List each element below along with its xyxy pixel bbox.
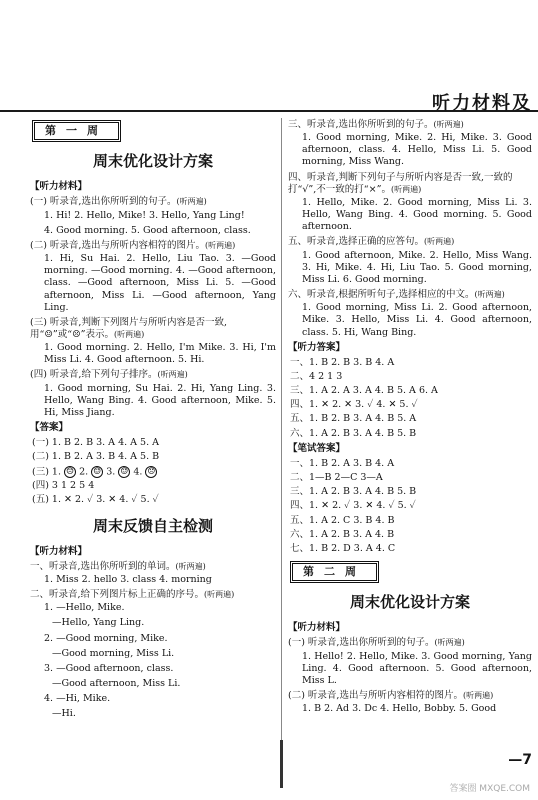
answer-heading: 【笔试答案】 bbox=[288, 442, 346, 454]
dialog-line: —Good morning, Miss Li. bbox=[52, 647, 175, 659]
answer-line: (五) 1. ✕ 2. ✓ 3. ✕ 4. ✓ 5. ✓ bbox=[32, 494, 159, 506]
answer-line: 一、1. B 2. A 3. B 4. A bbox=[290, 457, 395, 469]
sub-heading: 【听力材料】 bbox=[30, 181, 88, 193]
answer-line: (二) 1. B 2. A 3. B 4. A 5. B bbox=[32, 451, 160, 463]
question: (四) 听录音,给下列句子排序。(听两遍) bbox=[30, 369, 188, 381]
answer-line: 二、4 2 1 3 bbox=[290, 370, 343, 382]
listening-line: 1. Good morning. 2. Hello, I'm Mike. 3. Hi, I'm Miss Li. 4. Good afternoon. 5. Hi. bbox=[44, 342, 276, 366]
page-number: —7 bbox=[508, 752, 532, 769]
question: 一、听录音,选出你所听到的单词。(听两遍) bbox=[30, 560, 206, 572]
listening-line: 1. B 2. Ad 3. Dc 4. Hello, Bobby. 5. Good bbox=[302, 703, 497, 715]
sad-face-icon: ☹ bbox=[65, 466, 75, 477]
week-label: 第二周 bbox=[292, 563, 377, 581]
right-column bbox=[288, 118, 532, 718]
sub-heading: 【听力材料】 bbox=[288, 622, 346, 634]
question: (二) 听录音,选出与所听内容相符的图片。(听两遍) bbox=[30, 239, 236, 251]
question: 六、听录音,根据所听句子,选择相应的中文。(听两遍) bbox=[288, 289, 505, 301]
answer-heading: 【听力答案】 bbox=[288, 341, 346, 353]
answer-line: 三、1. A 2. A 3. A 4. B 5. A 6. A bbox=[290, 385, 438, 397]
listening-line: 4. Good morning. 5. Good afternoon, class. bbox=[44, 224, 251, 236]
answer-line-faces: (三) 1. ☹ 2. ☺ 3. ☺ 4. ☹ bbox=[32, 466, 156, 478]
answer-line: 四、1. ✕ 2. ✕ 3. ✓ 4. ✕ 5. ✓ bbox=[290, 399, 418, 411]
column-divider bbox=[281, 118, 282, 778]
sub-heading: 【听力材料】 bbox=[30, 545, 88, 557]
answer-line: 三、1. A 2. B 3. A 4. B 5. B bbox=[290, 486, 417, 498]
listening-line: 1. Hi! 2. Hello, Mike! 3. Hello, Yang Ling! bbox=[44, 209, 245, 221]
dialog-line: —Good afternoon, Miss Li. bbox=[52, 678, 181, 690]
listening-line: 1. Hello, Mike. 2. Good morning, Miss Li. 3. Hello, Wang Bing. 4. Good morning. 5. Good afternoon. bbox=[302, 196, 532, 233]
dialog-line: —Hello, Yang Ling. bbox=[52, 617, 145, 629]
answer-line: 五、1. A 2. C 3. B 4. B bbox=[290, 514, 395, 526]
question: (一) 听录音,选出你所听到的句子。(听两遍) bbox=[30, 196, 207, 208]
section-title: 周末优化设计方案 bbox=[92, 152, 213, 171]
dialog-line: 2. —Good morning, Mike. bbox=[44, 632, 168, 644]
smile-face-icon: ☺ bbox=[120, 466, 129, 477]
answer-heading: 【答案】 bbox=[30, 422, 69, 434]
left-column bbox=[30, 118, 276, 724]
answer-line: 六、1. A 2. B 3. A 4. B bbox=[290, 528, 395, 540]
listening-line: 1. Good morning, Su Hai. 2. Hi, Yang Ling. 3. Hello, Wang Bing. 4. Good afternoon, Mike. 5. Hi, Miss Jiang. bbox=[44, 382, 276, 418]
scan-mark bbox=[280, 740, 283, 788]
dialog-line: 4. —Hi, Mike. bbox=[44, 693, 111, 705]
question: (三) 听录音,判断下列图片与所听内容是否一致,用“☺”或“☹”表示。(听两遍) bbox=[30, 316, 227, 340]
week-label: 第一周 bbox=[34, 122, 119, 140]
sad-face-icon: ☹ bbox=[147, 466, 156, 477]
question: (一) 听录音,选出你所听到的句子。(听两遍) bbox=[288, 637, 465, 649]
week-label-box bbox=[32, 120, 121, 142]
answer-line: (四) 3 1 2 5 4 bbox=[32, 480, 95, 492]
answer-line: 六、1. A 2. B 3. A 4. B 5. B bbox=[290, 427, 417, 439]
watermark: 答案圈 MXQE.COM bbox=[449, 784, 530, 795]
section-title: 周末反馈自主检测 bbox=[92, 516, 213, 535]
question: 四、听录音,判断下列句子与所听内容是否一致,一致的打“√”,不一致的打“×”。(听两遍) bbox=[288, 171, 513, 195]
listening-line: 1. Good morning, Mike. 2. Hi, Mike. 3. Good afternoon, class. 4. Hello, Miss Li. 5. Good morning, Miss Wang. bbox=[302, 132, 532, 168]
answer-line: 一、1. B 2. B 3. B 4. A bbox=[290, 356, 395, 368]
dialog-line: 1. —Hello, Mike. bbox=[44, 602, 125, 614]
listening-line: 1. Miss 2. hello 3. class 4. morning bbox=[44, 574, 212, 586]
listening-line: 1. Good morning, Miss Li. 2. Good afternoon, Mike. 3. Hello, Miss Li. 4. Good afternoon, class. 5. Hi, Wang Bing. bbox=[302, 302, 532, 338]
answer-line: (一) 1. B 2. B 3. A 4. A 5. A bbox=[32, 437, 159, 449]
answer-line: 五、1. B 2. B 3. A 4. B 5. A bbox=[290, 413, 417, 425]
question: (二) 听录音,选出与所听内容相符的图片。(听两遍) bbox=[288, 690, 494, 702]
section-title: 周末优化设计方案 bbox=[349, 593, 470, 612]
listening-line: 1. Hello! 2. Hello, Mike. 3. Good morning, Yang Ling. 4. Good afternoon. 5. Good afternoon, Miss L. bbox=[302, 650, 532, 686]
page-header bbox=[0, 0, 538, 112]
answer-line: 二、1—B 2—C 3—A bbox=[290, 472, 383, 484]
question: 五、听录音,选择正确的应答句。(听两遍) bbox=[288, 236, 455, 248]
smile-face-icon: ☺ bbox=[93, 466, 102, 477]
question: 三、听录音,选出你所听到的句子。(听两遍) bbox=[288, 119, 464, 130]
answer-line: 七、1. B 2. D 3. A 4. C bbox=[290, 542, 396, 554]
question: 二、听录音,给下列图片标上正确的序号。(听两遍) bbox=[30, 589, 235, 601]
header-title: 听力材料及 bbox=[432, 93, 532, 114]
answer-line: 四、1. ✕ 2. ✓ 3. ✕ 4. ✓ 5. ✓ bbox=[290, 500, 416, 512]
listening-line: 1. Hi, Su Hai. 2. Hello, Liu Tao. 3. —Good morning. —Good morning. 4. —Good afternoon, class. —Good afternoon, Miss Li. 5. —Good afternoon, Miss Li. —Good afternoon, Yang Ling. bbox=[44, 253, 276, 313]
listening-line: 1. Good afternoon, Mike. 2. Hello, Miss Wang. 3. Hi, Mike. 4. Hi, Liu Tao. 5. Good morning, Miss Li. 6. Good morning. bbox=[302, 249, 532, 285]
dialog-line: —Hi. bbox=[52, 708, 76, 720]
dialog-line: 3. —Good afternoon, class. bbox=[44, 662, 174, 674]
week-label-box bbox=[290, 561, 379, 583]
